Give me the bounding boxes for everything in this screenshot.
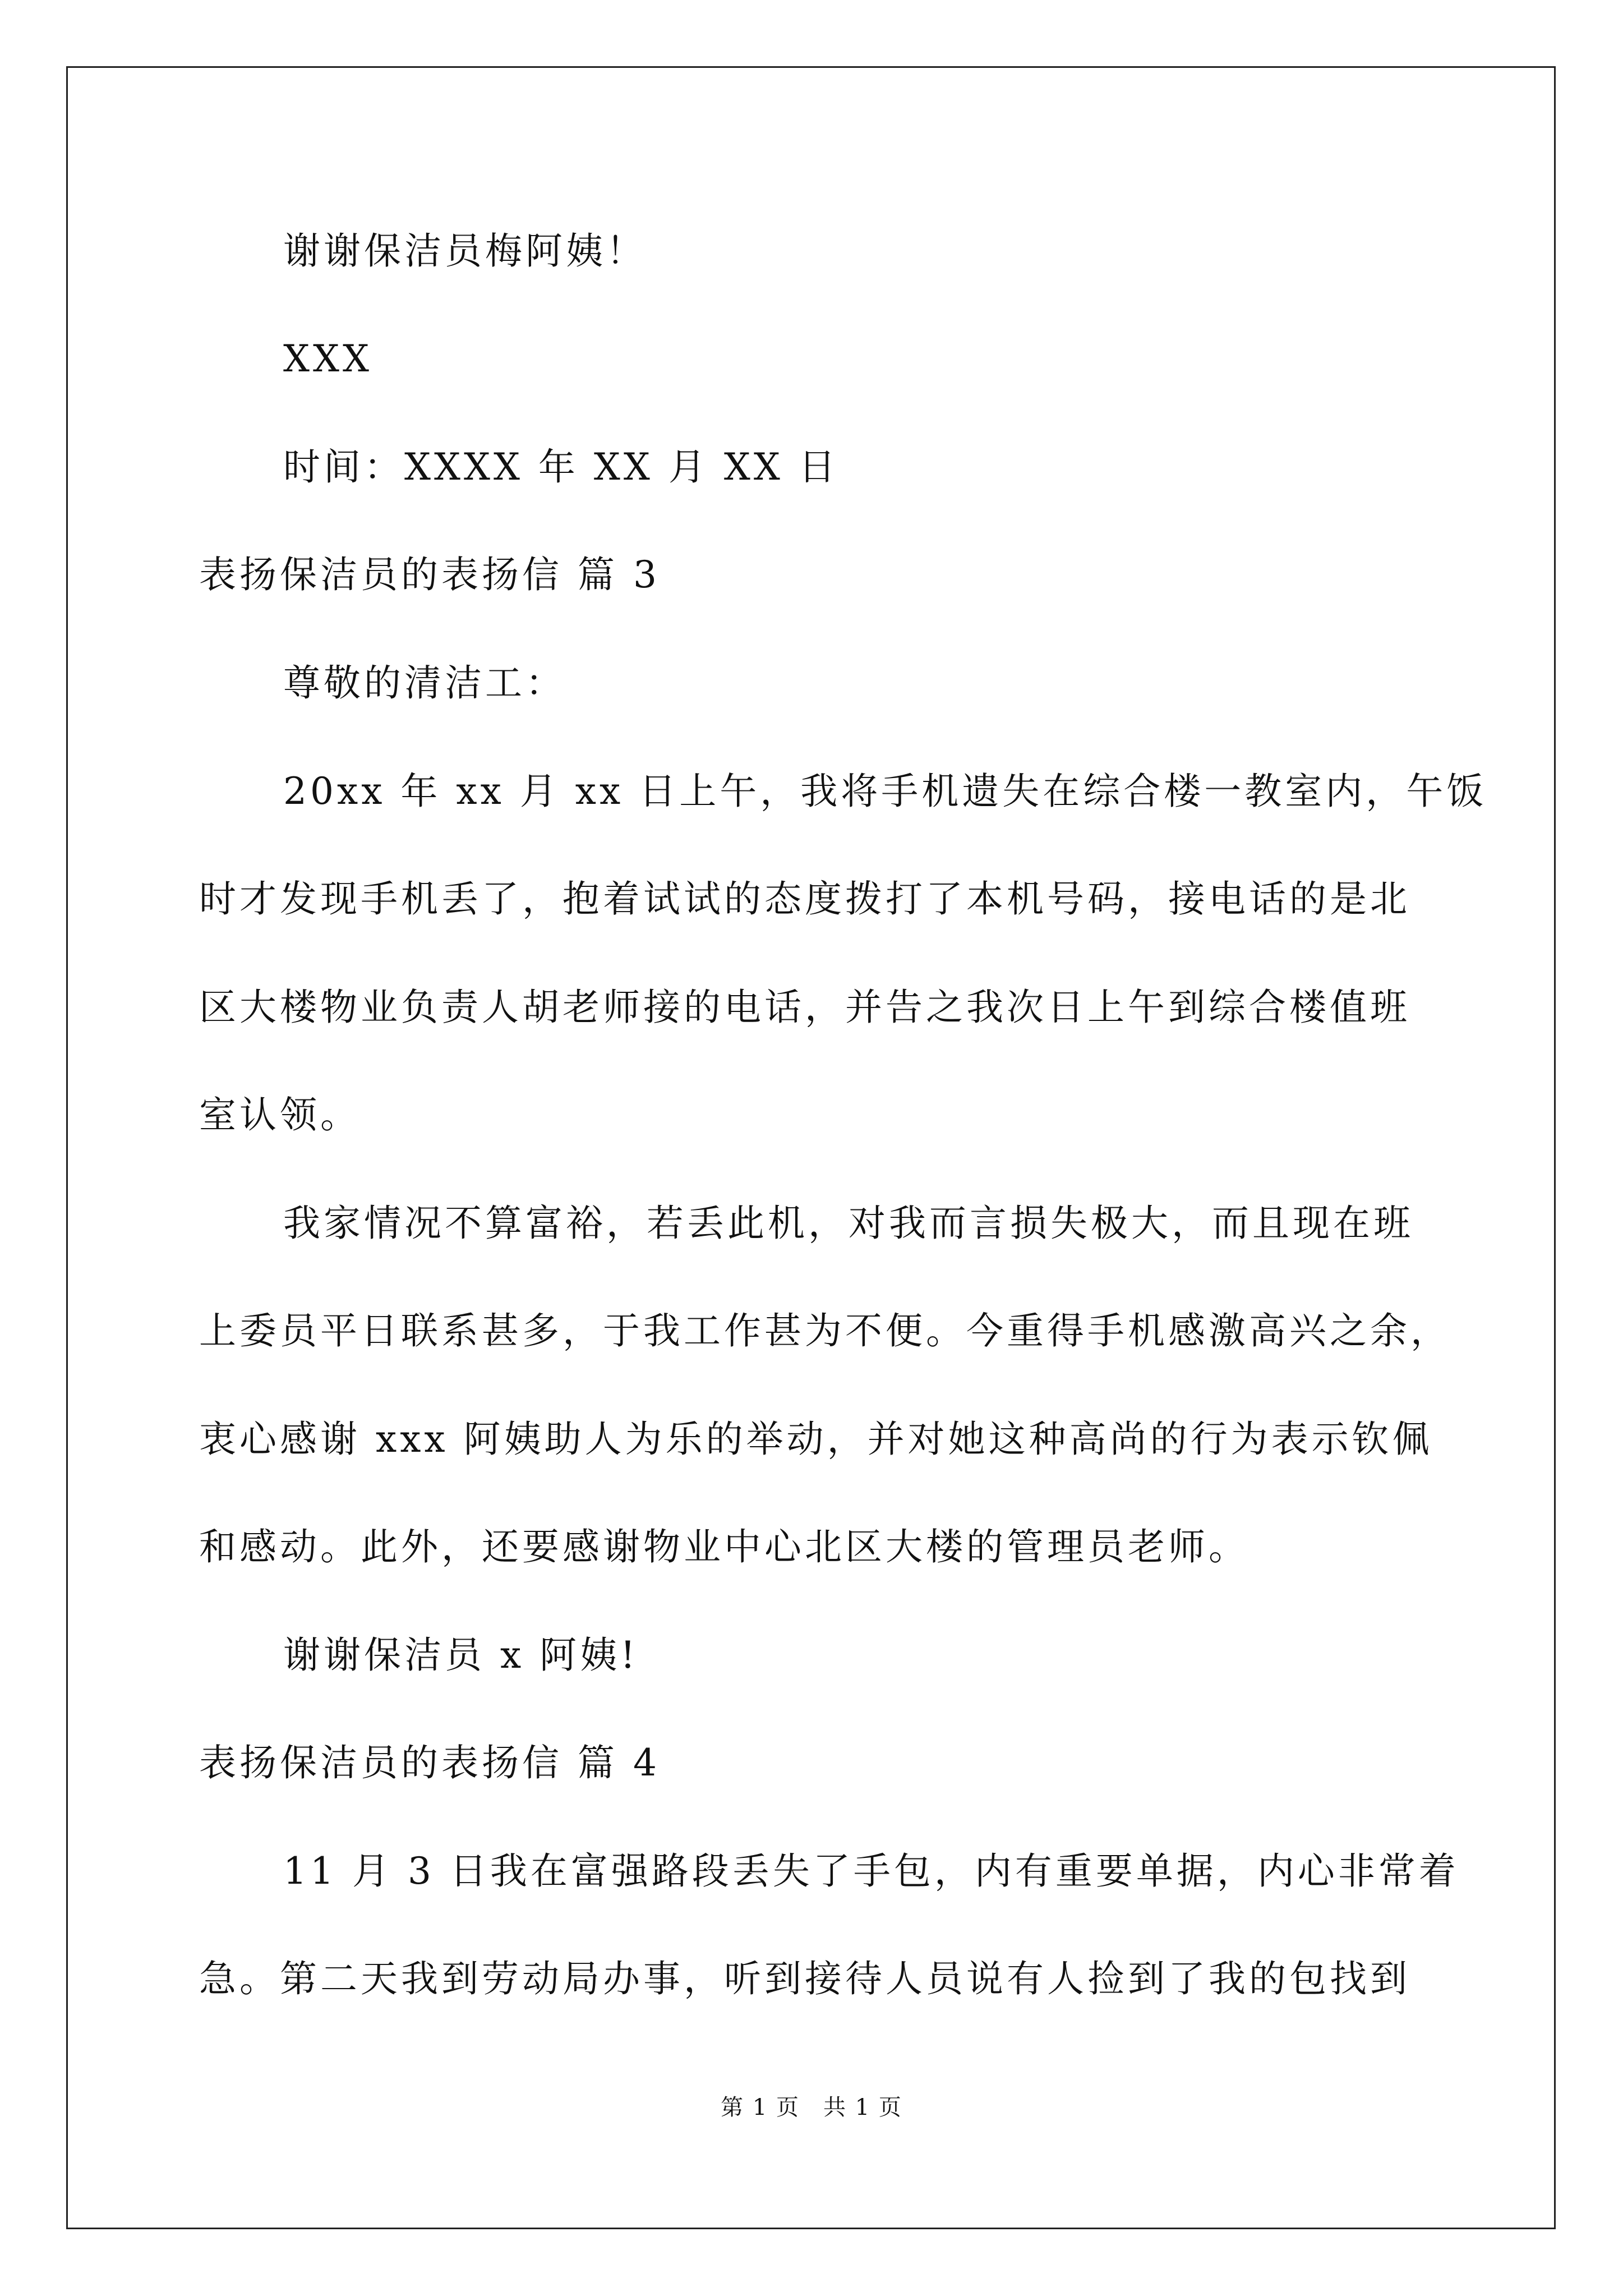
page-border (66, 66, 1556, 2229)
paragraph-line: 衷心感谢 xxx 阿姨助人为乐的举动，并对她这种高尚的行为表示钦佩 (199, 1418, 1433, 1461)
date-line: 时间：XXXX 年 XX 月 XX 日 (283, 445, 839, 489)
section-heading-3: 表扬保洁员的表扬信 篇 3 (199, 553, 660, 596)
paragraph-line: 和感动。此外，还要感谢物业中心北区大楼的管理员老师。 (199, 1525, 1249, 1568)
paragraph-line: 时才发现手机丢了，抱着试试的态度拨打了本机号码，接电话的是北 (199, 877, 1410, 921)
paragraph-line: 11 月 3 日我在富强路段丢失了手包，内有重要单据，内心非常着 (283, 1849, 1459, 1893)
page-number-footer: 第 1 页 共 1 页 (721, 2095, 902, 2120)
salutation-line: 尊敬的清洁工： (283, 661, 566, 705)
paragraph-line: 室认领。 (199, 1093, 361, 1137)
paragraph-line: 上委员平日联系甚多，于我工作甚为不便。今重得手机感激高兴之余， (199, 1309, 1451, 1352)
paragraph-line: 我家情况不算富裕，若丢此机，对我而言损失极大，而且现在班 (283, 1202, 1414, 1245)
section-heading-4: 表扬保洁员的表扬信 篇 4 (199, 1741, 660, 1784)
paragraph-line: 急。第二天我到劳动局办事，听到接待人员说有人捡到了我的包找到 (199, 1957, 1410, 2000)
closing-thanks-line: 谢谢保洁员 x 阿姨! (283, 1634, 639, 1677)
paragraph-line: 区大楼物业负责人胡老师接的电话，并告之我次日上午到综合楼值班 (199, 986, 1410, 1029)
signature-line: XXX (283, 337, 372, 380)
paragraph-line: 20xx 年 xx 月 xx 日上午，我将手机遗失在综合楼一教室内，午饭 (283, 770, 1487, 813)
closing-thanks-line: 谢谢保洁员梅阿姨！ (283, 229, 647, 273)
